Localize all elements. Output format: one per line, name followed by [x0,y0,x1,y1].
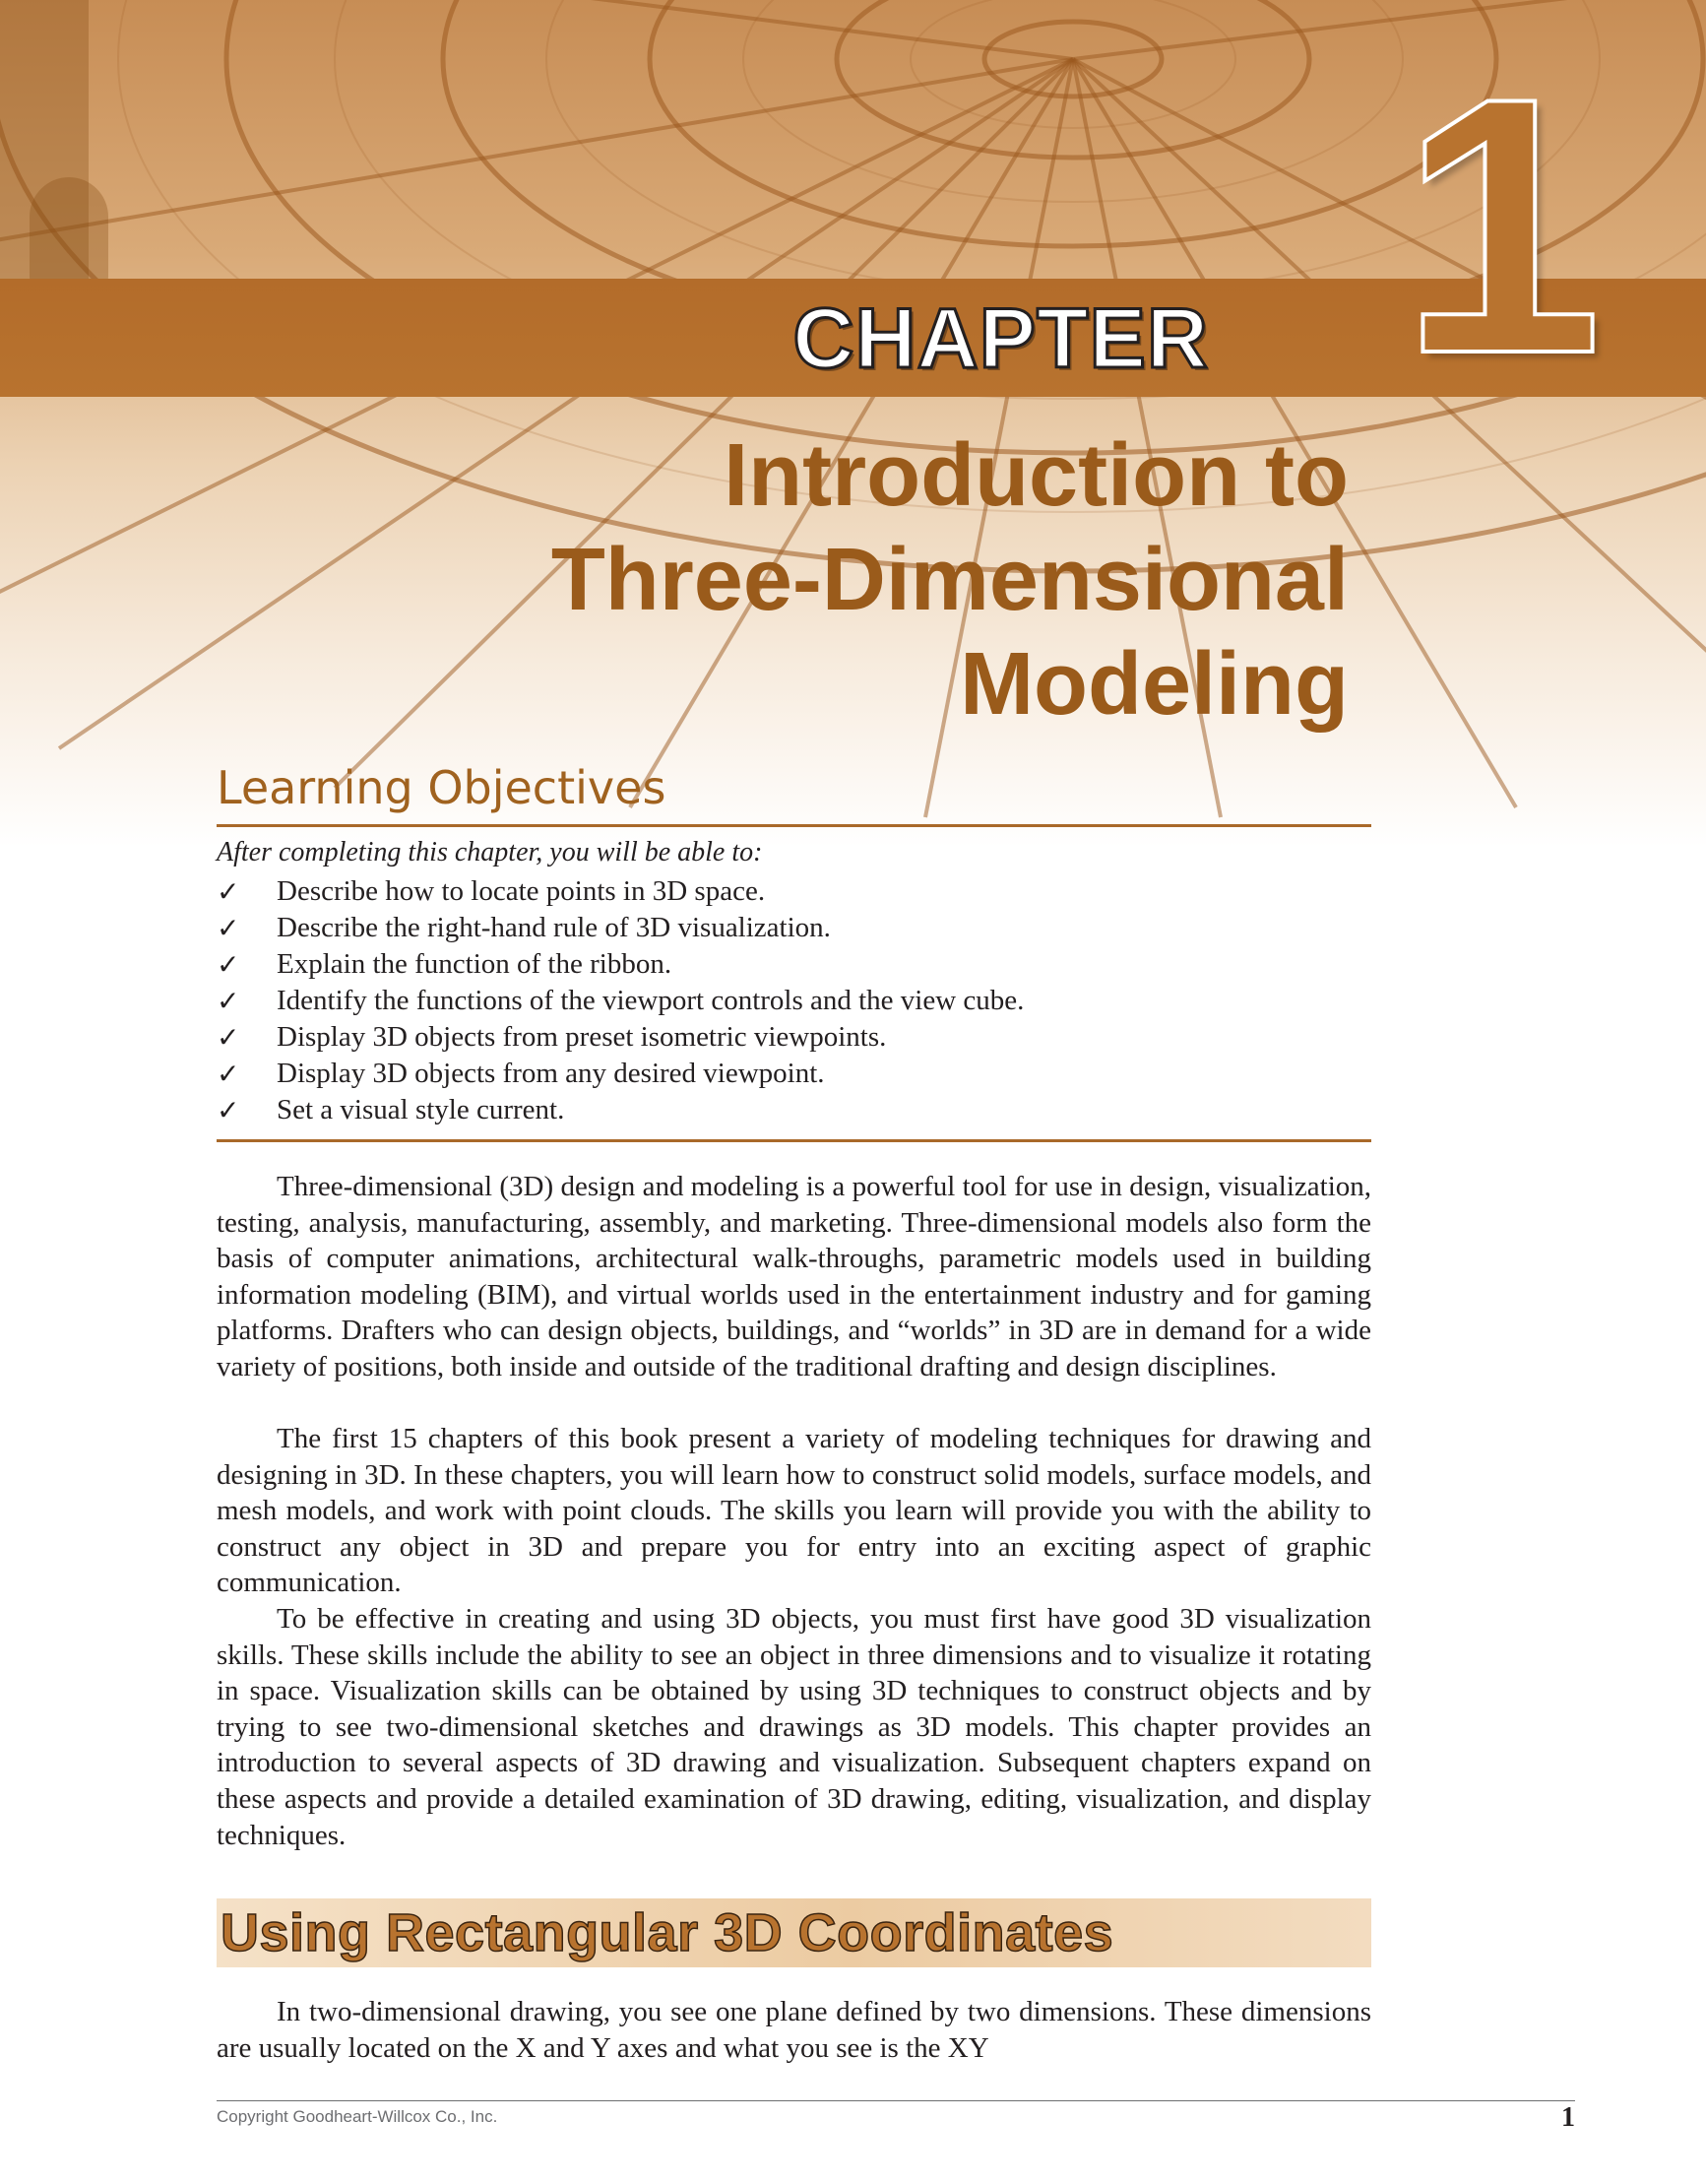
chapter-label: CHAPTER [792,291,1209,386]
objective-text: Identify the functions of the viewport controls and the view cube. [277,985,1025,1016]
objectives-top-rule [217,824,1371,827]
footer-copyright: Copyright Goodheart-Willcox Co., Inc. [217,2107,498,2126]
checkmark-icon: ✓ [217,948,240,981]
body-paragraph: The first 15 chapters of this book present a variety of modeling techniques for drawing and designing in 3D. In these chapters, you will learn how to construct solid models, surface models, and mesh models, and work with point clouds. The skills you learn will provide you with the ability to construct any object in 3D and prepare you for entry into an exciting aspect of graphic communication. [217,1423,1371,1599]
checkmark-icon: ✓ [217,1021,240,1054]
chapter-number: 1 [1400,23,1603,429]
chapter-header-artwork [0,0,1706,847]
checkmark-icon: ✓ [217,875,240,908]
objective-text: Display 3D objects from preset isometric viewpoints. [277,1021,887,1053]
objective-text: Describe how to locate points in 3D space. [277,875,766,907]
objective-item [217,983,1024,1019]
objective-text: Display 3D objects from any desired viewpoint. [277,1058,825,1089]
section-heading: Using Rectangular 3D Coordinates [221,1903,1114,1962]
chapter-title-line: Three-Dimensional [550,531,1349,629]
objective-item [217,873,1024,910]
footer-rule [217,2100,1575,2101]
checkmark-icon: ✓ [217,912,240,944]
objective-item [217,1092,1024,1128]
chapter-title-line: Introduction to [724,426,1349,525]
objective-item [217,1019,1024,1056]
chapter-title-line: Modeling [960,635,1349,734]
objectives-bottom-rule [217,1139,1371,1142]
objective-text: Describe the right-hand rule of 3D visualization. [277,912,831,943]
chapter-title [295,423,1349,737]
objective-item [217,1056,1024,1092]
learning-objectives-heading: Learning Objectives [217,761,666,814]
page-number: 1 [1561,2102,1575,2133]
objective-item [217,910,1024,946]
checkmark-icon: ✓ [217,1094,240,1126]
checkmark-icon: ✓ [217,985,240,1017]
objective-text: Set a visual style current. [277,1094,565,1125]
objective-item [217,946,1024,983]
body-paragraph: Three-dimensional (3D) design and modeling is a powerful tool for use in design, visualization, testing, analysis, manufacturing, assembly, and marketing. Three-dimensional models also form the basis of computer animations, architectural walk-throughs, parametric models used in building information modeling (BIM), and virtual worlds used in the entertainment industry and for gaming platforms. Drafters who can design objects, buildings, and “worlds” in 3D are in demand for a wide variety of positions, both inside and outside of the traditional drafting and design disciplines. [217,1171,1371,1382]
objective-text: Explain the function of the ribbon. [277,948,672,980]
objectives-list [217,873,1024,1128]
section-paragraph: In two-dimensional drawing, you see one plane defined by two dimensions. These dimensions are usually located on the X and Y axes and what you see is the XY [217,1996,1371,2064]
objectives-intro: After completing this chapter, you will be able to: [217,837,763,867]
body-paragraph: To be effective in creating and using 3D objects, you must first have good 3D visualization skills. These skills include the ability to see an object in three dimensions and to visualize it rotating in space. Visualization skills can be obtained by using 3D techniques to construct objects and by trying to see two-dimensional sketches and drawings as 3D models. This chapter provides an introduction to several aspects of 3D drawing and visualization. Subsequent chapters expand on these aspects and provide a detailed examination of 3D drawing, editing, visualization, and display techniques. [217,1603,1371,1851]
checkmark-icon: ✓ [217,1058,240,1090]
